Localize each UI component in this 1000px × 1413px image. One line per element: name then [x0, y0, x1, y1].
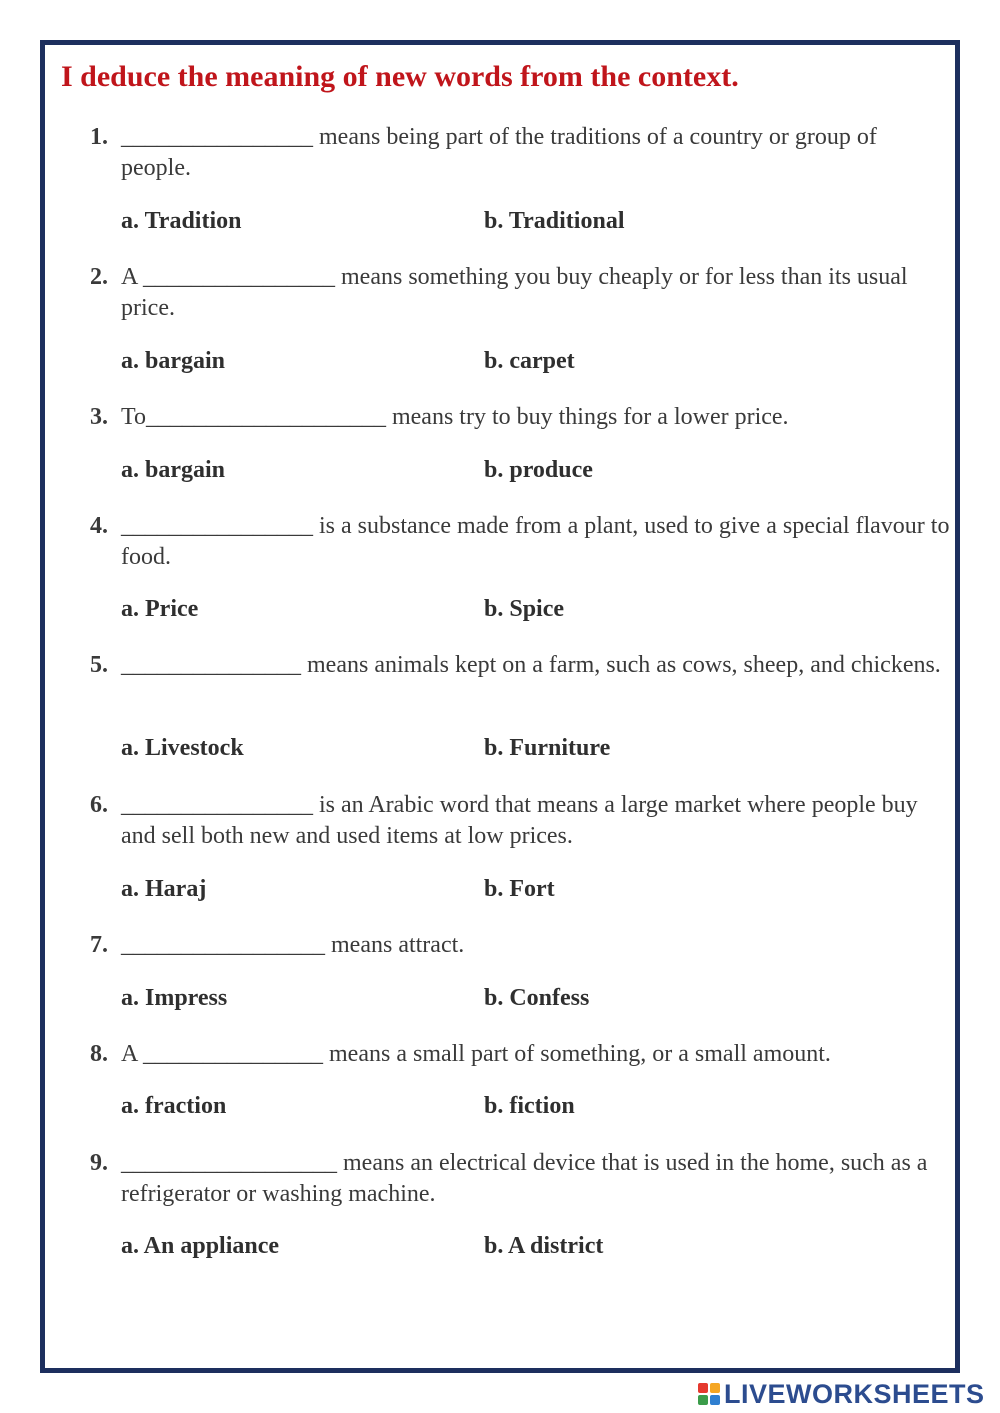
logo-square-green [698, 1395, 708, 1405]
question-5-option-a[interactable]: a. Livestock [121, 735, 244, 761]
question-6-option-b[interactable]: b. Fort [484, 876, 555, 902]
question-text: A ________________ means something you buy cheaply or for less than its usual price. [121, 264, 908, 321]
question-number: 2. [90, 264, 108, 290]
question-text: _________________ means attract. [121, 932, 465, 958]
question-number: 6. [90, 792, 108, 818]
question-7-option-a[interactable]: a. Impress [121, 985, 228, 1011]
question-text: A _______________ means a small part of something, or a small amount. [121, 1041, 831, 1067]
worksheet-title: I deduce the meaning of new words from the context. [61, 60, 739, 93]
question-1 [90, 122, 950, 184]
question-5-option-b[interactable]: b. Furniture [484, 735, 611, 761]
question-3-option-a[interactable]: a. bargain [121, 457, 226, 483]
question-9-option-b[interactable]: b. A district [484, 1233, 604, 1259]
question-4 [90, 511, 950, 573]
question-5 [90, 650, 950, 681]
question-text: ________________ is a substance made from a plant, used to give a special flavour to food. [121, 513, 950, 570]
question-1-option-a[interactable]: a. Tradition [121, 208, 242, 234]
question-6-option-a[interactable]: a. Haraj [121, 876, 207, 902]
logo-grid-icon [698, 1383, 720, 1405]
question-text: ________________ is an Arabic word that means a large market where people buy and sell both new and used items at low prices. [121, 792, 918, 849]
logo-text: LIVEWORKSHEETS [724, 1378, 985, 1409]
question-number: 8. [90, 1041, 108, 1067]
question-3 [90, 402, 950, 433]
question-number: 7. [90, 932, 108, 958]
question-number: 4. [90, 513, 108, 539]
question-4-option-a[interactable]: a. Price [121, 596, 199, 622]
question-number: 5. [90, 652, 108, 678]
question-7-option-b[interactable]: b. Confess [484, 985, 590, 1011]
logo-square-red [698, 1383, 708, 1393]
question-8-option-b[interactable]: b. fiction [484, 1093, 575, 1119]
question-7 [90, 930, 950, 961]
question-2-option-a[interactable]: a. bargain [121, 348, 226, 374]
question-9 [90, 1148, 950, 1210]
question-number: 1. [90, 124, 108, 150]
logo-square-blue [710, 1395, 720, 1405]
liveworksheets-logo [698, 1378, 985, 1410]
question-text: ________________ means being part of the traditions of a country or group of people. [121, 124, 877, 181]
question-text: _______________ means animals kept on a farm, such as cows, sheep, and chickens. [121, 652, 941, 678]
question-1-option-b[interactable]: b. Traditional [484, 208, 625, 234]
question-3-option-b[interactable]: b. produce [484, 457, 593, 483]
question-text: To____________________ means try to buy things for a lower price. [121, 404, 789, 430]
question-number: 9. [90, 1150, 108, 1176]
question-8-option-a[interactable]: a. fraction [121, 1093, 227, 1119]
question-2-option-b[interactable]: b. carpet [484, 348, 575, 374]
question-2 [90, 262, 950, 324]
question-number: 3. [90, 404, 108, 430]
question-4-option-b[interactable]: b. Spice [484, 596, 565, 622]
question-6 [90, 790, 950, 852]
question-8 [90, 1039, 950, 1070]
logo-square-orange [710, 1383, 720, 1393]
question-text: __________________ means an electrical device that is used in the home, such as a refrigerator or washing machine. [121, 1150, 928, 1207]
question-9-option-a[interactable]: a. An appliance [121, 1233, 280, 1259]
